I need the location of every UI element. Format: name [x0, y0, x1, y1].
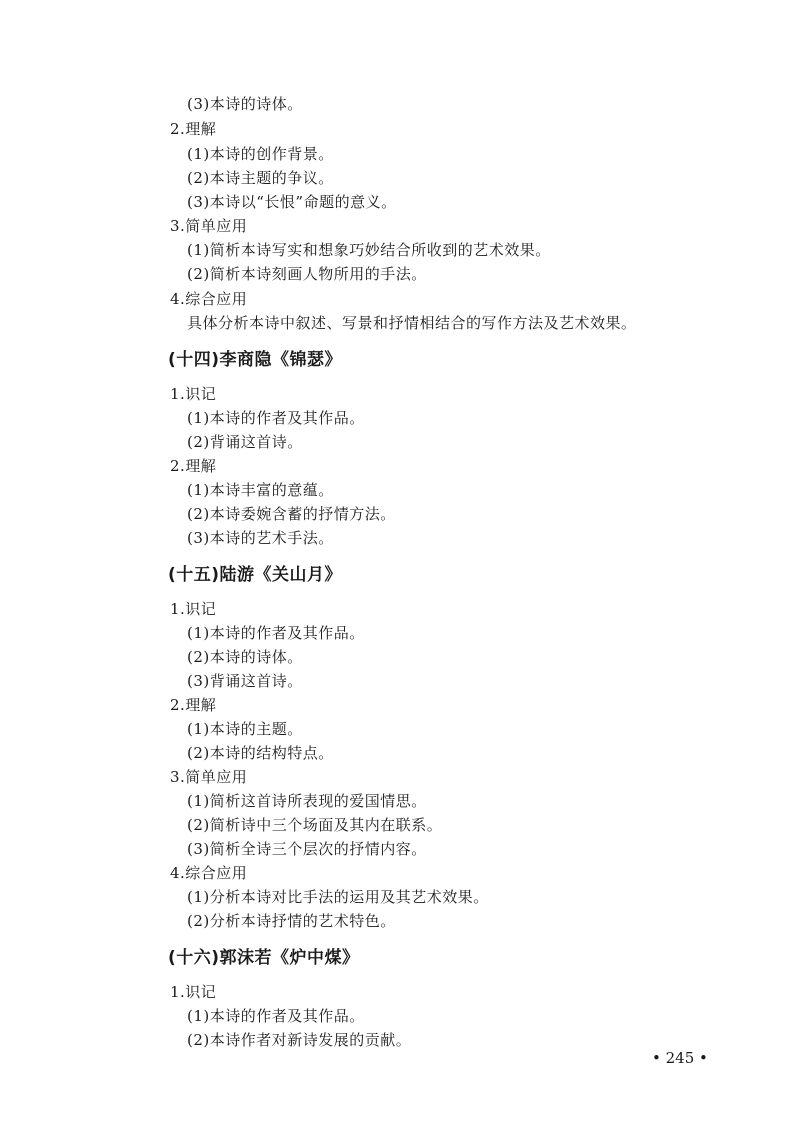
- outline-item: (3)本诗以“长恨”命题的意义。: [187, 193, 397, 211]
- outline-heading: 2.理解: [170, 120, 217, 138]
- outline-item: (2)背诵这首诗。: [187, 433, 303, 451]
- outline-item: (1)本诗的作者及其作品。: [187, 1007, 365, 1025]
- outline-heading: 3.简单应用: [170, 217, 248, 235]
- page-number: • 245 •: [652, 1049, 708, 1067]
- outline-heading: 2.理解: [170, 696, 217, 714]
- outline-item: (1)分析本诗对比手法的运用及其艺术效果。: [187, 888, 489, 906]
- outline-heading: 3.简单应用: [170, 768, 248, 786]
- outline-item: (3)本诗的艺术手法。: [187, 529, 334, 547]
- section-heading-16: (十六)郭沫若《炉中煤》: [168, 948, 360, 968]
- outline-item: (2)简析本诗刻画人物所用的手法。: [187, 265, 427, 283]
- outline-item: (2)简析诗中三个场面及其内在联系。: [187, 816, 443, 834]
- outline-item: (3)背诵这首诗。: [187, 672, 303, 690]
- outline-item: (2)本诗委婉含蓄的抒情方法。: [187, 505, 396, 523]
- outline-item: (2)本诗作者对新诗发展的贡献。: [187, 1031, 412, 1049]
- outline-heading: 1.识记: [170, 600, 217, 618]
- outline-item: (3)简析全诗三个层次的抒情内容。: [187, 840, 427, 858]
- outline-heading: 1.识记: [170, 385, 217, 403]
- outline-item: (1)本诗的主题。: [187, 720, 303, 738]
- outline-item: (2)分析本诗抒情的艺术特色。: [187, 912, 396, 930]
- outline-item: (1)简析这首诗所表现的爱国情思。: [187, 792, 427, 810]
- outline-heading: 2.理解: [170, 457, 217, 475]
- outline-heading: 1.识记: [170, 983, 217, 1001]
- outline-item: (2)本诗主题的争议。: [187, 169, 334, 187]
- outline-heading: 4.综合应用: [170, 290, 248, 308]
- outline-heading: 4.综合应用: [170, 864, 248, 882]
- outline-item: (1)本诗的作者及其作品。: [187, 409, 365, 427]
- section-heading-14: (十四)李商隐《锦瑟》: [168, 350, 343, 370]
- outline-item: (1)本诗的创作背景。: [187, 145, 334, 163]
- outline-item: (2)本诗的诗体。: [187, 648, 303, 666]
- outline-item: (1)本诗的作者及其作品。: [187, 624, 365, 642]
- outline-item: (2)本诗的结构特点。: [187, 744, 334, 762]
- outline-item: 具体分析本诗中叙述、写景和抒情相结合的写作方法及艺术效果。: [187, 314, 637, 332]
- outline-item: (3)本诗的诗体。: [187, 95, 303, 113]
- section-heading-15: (十五)陆游《关山月》: [168, 565, 343, 585]
- outline-item: (1)本诗丰富的意蕴。: [187, 481, 334, 499]
- outline-item: (1)简析本诗写实和想象巧妙结合所收到的艺术效果。: [187, 241, 551, 259]
